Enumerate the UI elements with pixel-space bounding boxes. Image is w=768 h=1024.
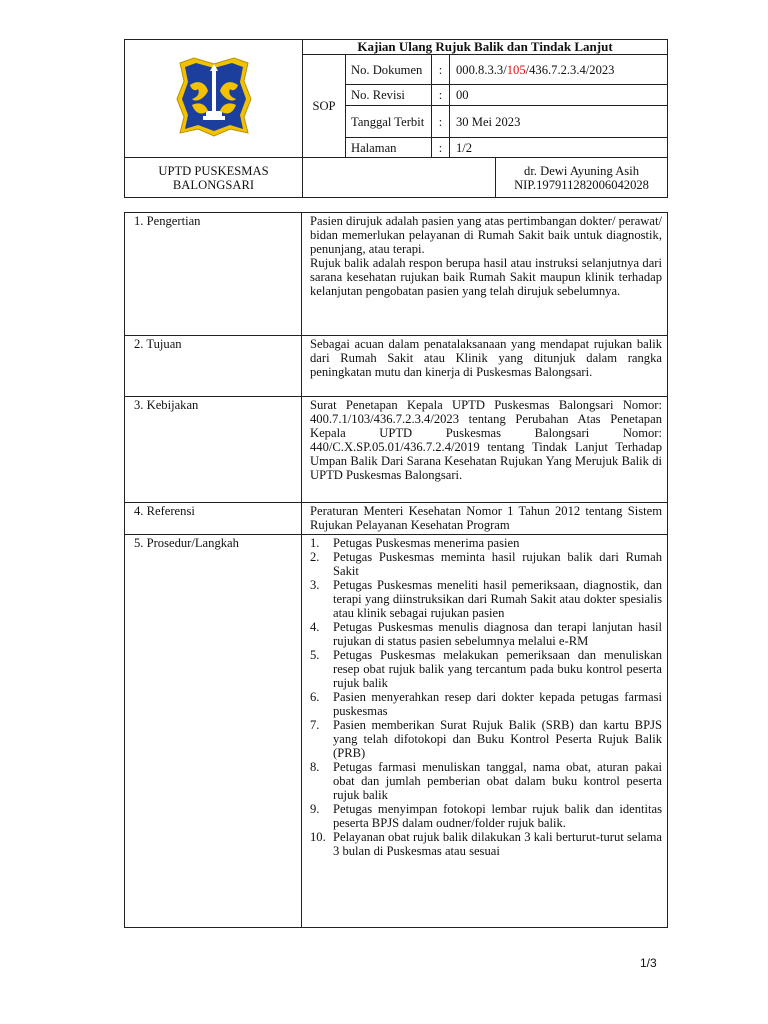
list-item: 10. Pelayanan obat rujuk balik dilakukan 3 kali berturut-turut selama 3 bulan di Puskesmas atau sesuai: [310, 830, 662, 858]
procedure-steps-list: [310, 536, 662, 858]
section-label: 4. Referensi: [125, 503, 302, 535]
field-label-halaman: Halaman: [346, 138, 432, 158]
section-label: 3. Kebijakan: [125, 397, 302, 503]
logo-cell: [125, 40, 303, 158]
sop-content-table: [124, 212, 668, 928]
field-colon: :: [432, 106, 450, 138]
sop-header-table: [124, 39, 668, 198]
organization-name: UPTD PUSKESMAS BALONGSARI: [125, 158, 303, 198]
surabaya-city-crest-icon: [170, 55, 258, 139]
section-kebijakan: [125, 397, 668, 503]
section-label: 1. Pengertian: [125, 213, 302, 336]
list-item: 7. Pasien memberikan Surat Rujuk Balik (SRB) dan kartu BPJS yang telah difotokopi dan Buku Kontrol Peserta Rujuk Balik (PRB): [310, 718, 662, 760]
list-item: 5. Petugas Puskesmas melakukan pemeriksaan dan menuliskan resep obat rujuk balik yang tercantum pada buku kontrol peserta rujuk balik: [310, 648, 662, 690]
blank-cell: [303, 158, 496, 198]
field-value-tanggal-terbit: 30 Mei 2023: [450, 106, 668, 138]
signer-block: [496, 158, 668, 198]
sop-label: SOP: [303, 55, 346, 158]
section-tujuan: [125, 336, 668, 397]
signer-name: dr. Dewi Ayuning Asih: [524, 163, 640, 178]
section-label: 2. Tujuan: [125, 336, 302, 397]
list-item: 3. Petugas Puskesmas meneliti hasil pemeriksaan, diagnostik, dan terapi yang diinstruksikan dari Rumah Sakit atau dokter spesialis atau klinik sebagai rujukan pasien: [310, 578, 662, 620]
page-number: 1/3: [640, 956, 657, 970]
list-item: 1. Petugas Puskesmas menerima pasien: [310, 536, 520, 550]
section-text: Peraturan Menteri Kesehatan Nomor 1 Tahun 2012 tentang Sistem Rujukan Pelayanan Kesehatan Program: [302, 503, 668, 535]
field-colon: :: [432, 138, 450, 158]
field-colon: :: [432, 55, 450, 85]
list-item: 8. Petugas farmasi menuliskan tanggal, nama obat, aturan pakai obat dan jumlah pemberian obat dalam buku kontrol peserta rujuk balik: [310, 760, 662, 802]
section-text: Surat Penetapan Kepala UPTD Puskesmas Balongsari Nomor: 400.7.1/103/436.7.2.3.4/2023 tentang Perubahan Atas Penetapan Kepala UPTD Puskesmas Balongsari Nomor: 440/C.X.SP.05.01/436.7.2.4/2019 tentang Tindak Lanjut Terhadap Umpan Balik Dari Sarana Kesehatan Rujukan Yang Merujuk Balik di UPTD Puskesmas Balongsari.: [302, 397, 668, 503]
field-label-no-revisi: No. Revisi: [346, 85, 432, 106]
section-pengertian: [125, 213, 668, 336]
field-value-halaman: 1/2: [450, 138, 668, 158]
section-referensi: [125, 503, 668, 535]
document-title: Kajian Ulang Rujuk Balik dan Tindak Lanjut: [303, 40, 668, 55]
section-label: 5. Prosedur/Langkah: [125, 535, 302, 928]
field-colon: :: [432, 85, 450, 106]
list-item: 9. Petugas menyimpan fotokopi lembar rujuk balik dan identitas peserta BPJS dalam oudner/folder rujuk balik.: [310, 802, 662, 830]
signer-nip: NIP.197911282006042028: [514, 177, 649, 192]
section-text: [302, 213, 668, 336]
paragraph: Pasien dirujuk adalah pasien yang atas pertimbangan dokter/ perawat/ bidan memerlukan pelayanan di Rumah Sakit baik untuk diagnostik, penunjang, atau terapi.: [310, 214, 662, 256]
list-item: 6. Pasien menyerahkan resep dari dokter kepada petugas farmasi puskesmas: [310, 690, 662, 718]
paragraph: Rujuk balik adalah respon berupa hasil atau instruksi selanjutnya dari sarana kesehatan rujukan baik Rumah Sakit maupun klinik terhadap kelanjutan pengobatan pasien yang telah dirujuk sebelumnya.: [310, 256, 662, 298]
field-label-no-dokumen: No. Dokumen: [346, 55, 432, 85]
list-item: 4. Petugas Puskesmas menulis diagnosa dan terapi lanjutan hasil rujukan di status pasien sebelumnya melalui e-RM: [310, 620, 662, 648]
field-value-no-dokumen: 000.8.3.3/105/436.7.2.3.4/2023: [450, 55, 668, 85]
list-item: 2. Petugas Puskesmas meminta hasil rujukan balik dari Rumah Sakit: [310, 550, 662, 578]
section-text: [302, 535, 668, 928]
section-text: Sebagai acuan dalam penatalaksanaan yang mendapat rujukan balik dari Rumah Sakit atau Klinik yang ditunjuk dalam rangka peningkatan mutu dan kinerja di Puskesmas Balongsari.: [302, 336, 668, 397]
section-prosedur: [125, 535, 668, 928]
field-value-no-revisi: 00: [450, 85, 668, 106]
field-label-tanggal-terbit: Tanggal Terbit: [346, 106, 432, 138]
